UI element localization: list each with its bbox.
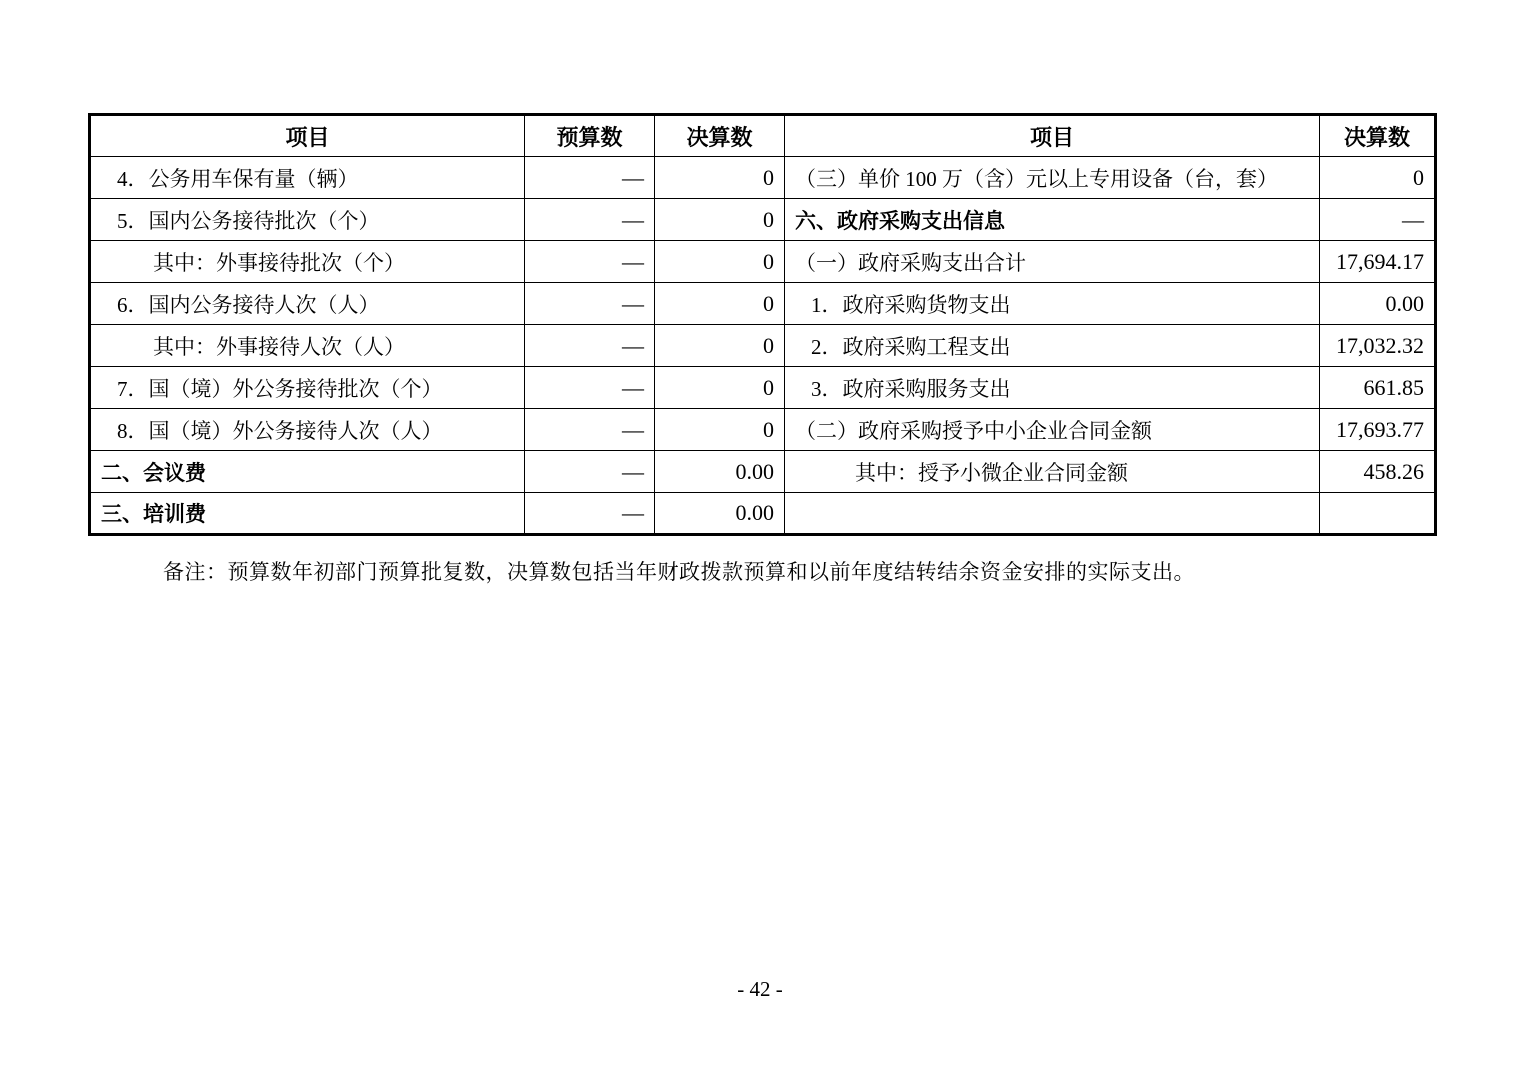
left-final-value: 0: [655, 199, 785, 241]
header-final-left: 决算数: [655, 115, 785, 157]
table-row: [90, 325, 1436, 367]
right-item-label: （一）政府采购支出合计: [785, 241, 1320, 283]
left-item-label: 4．公务用车保有量（辆）: [90, 157, 525, 199]
table-row: [90, 451, 1436, 493]
left-item-label: 三、培训费: [90, 493, 525, 535]
left-budget-value: —: [525, 493, 655, 535]
right-item-label: （二）政府采购授予中小企业合同金额: [785, 409, 1320, 451]
right-item-label: 2．政府采购工程支出: [785, 325, 1320, 367]
right-item-label: 1．政府采购货物支出: [785, 283, 1320, 325]
left-final-value: 0: [655, 283, 785, 325]
left-budget-value: —: [525, 283, 655, 325]
table-header-row: [90, 115, 1436, 157]
budget-final-accounts-table: [88, 113, 1437, 536]
table-row: [90, 199, 1436, 241]
left-item-label: 8．国（境）外公务接待人次（人）: [90, 409, 525, 451]
left-budget-value: —: [525, 325, 655, 367]
table-row: [90, 283, 1436, 325]
left-final-value: 0: [655, 157, 785, 199]
table-row: [90, 241, 1436, 283]
header-final-right: 决算数: [1320, 115, 1436, 157]
left-budget-value: —: [525, 367, 655, 409]
right-final-value: 17,694.17: [1320, 241, 1436, 283]
left-item-label: 其中：外事接待人次（人）: [90, 325, 525, 367]
left-final-value: 0.00: [655, 493, 785, 535]
right-final-value: 17,032.32: [1320, 325, 1436, 367]
left-item-label: 6．国内公务接待人次（人）: [90, 283, 525, 325]
right-final-value: 0: [1320, 157, 1436, 199]
right-final-value: 0.00: [1320, 283, 1436, 325]
right-item-label: [785, 493, 1320, 535]
header-item-left: 项目: [90, 115, 525, 157]
table-row: [90, 367, 1436, 409]
left-budget-value: —: [525, 409, 655, 451]
left-item-label: 二、会议费: [90, 451, 525, 493]
table-row: [90, 409, 1436, 451]
right-final-value: 661.85: [1320, 367, 1436, 409]
page-number: - 42 -: [737, 977, 783, 1001]
table-row: [90, 493, 1436, 535]
remark-note: 备注：预算数年初部门预算批复数，决算数包括当年财政拨款预算和以前年度结转结余资金安排的实际支出。: [163, 560, 1195, 584]
left-final-value: 0: [655, 241, 785, 283]
left-item-label: 其中：外事接待批次（个）: [90, 241, 525, 283]
left-item-label: 7．国（境）外公务接待批次（个）: [90, 367, 525, 409]
header-budget: 预算数: [525, 115, 655, 157]
right-item-label: 六、政府采购支出信息: [785, 199, 1320, 241]
left-budget-value: —: [525, 241, 655, 283]
right-final-value: 458.26: [1320, 451, 1436, 493]
right-final-value: [1320, 493, 1436, 535]
left-final-value: 0: [655, 325, 785, 367]
right-final-value: —: [1320, 199, 1436, 241]
left-final-value: 0.00: [655, 451, 785, 493]
header-item-right: 项目: [785, 115, 1320, 157]
right-final-value: 17,693.77: [1320, 409, 1436, 451]
left-budget-value: —: [525, 199, 655, 241]
left-item-label: 5．国内公务接待批次（个）: [90, 199, 525, 241]
left-final-value: 0: [655, 367, 785, 409]
right-item-label: （三）单价 100 万（含）元以上专用设备（台，套）: [785, 157, 1320, 199]
left-budget-value: —: [525, 451, 655, 493]
right-item-label: 其中：授予小微企业合同金额: [785, 451, 1320, 493]
left-budget-value: —: [525, 157, 655, 199]
left-final-value: 0: [655, 409, 785, 451]
right-item-label: 3．政府采购服务支出: [785, 367, 1320, 409]
table-row: [90, 157, 1436, 199]
